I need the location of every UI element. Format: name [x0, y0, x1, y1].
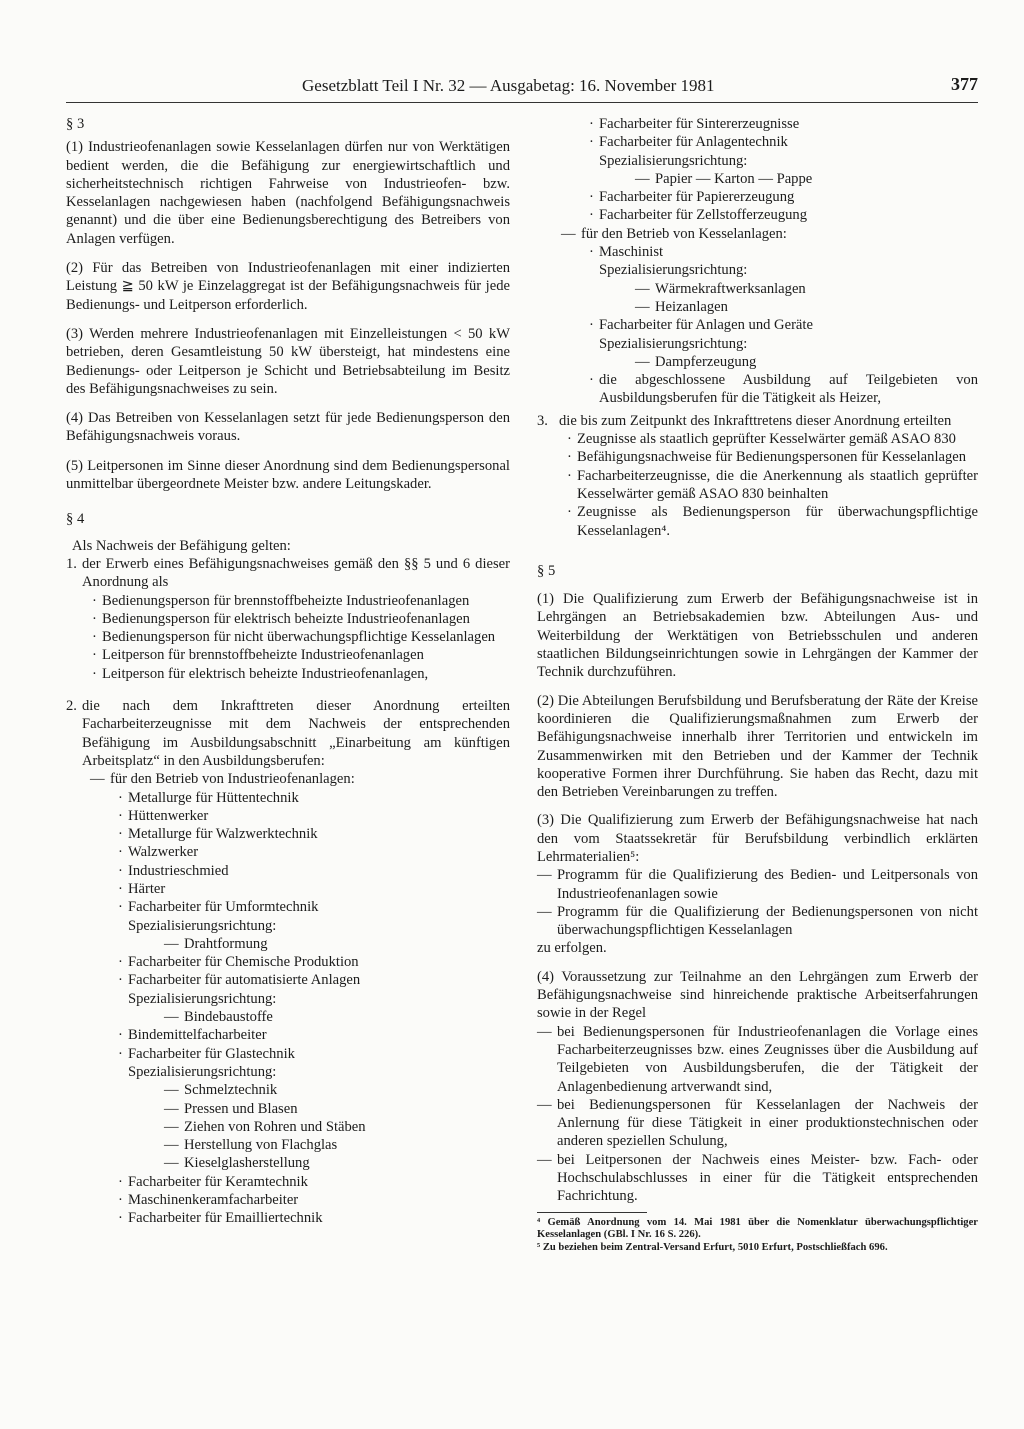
list-item: · Härter	[118, 880, 510, 898]
list-item-3-text: die bis zum Zeitpunkt des Inkrafttretens dieser Anordnung erteilten	[559, 412, 952, 429]
list-item-2	[66, 697, 510, 770]
list-item: · Facharbeiter für Papiererzeugung	[589, 188, 978, 206]
list-item-1	[66, 555, 510, 683]
spec-item: — Ziehen von Rohren und Stäben	[164, 1118, 510, 1136]
dash-item: — Programm für die Qualifizierung des Bedien- und Leitpersonals von Industrieofenanlagen sowie	[537, 866, 978, 903]
paragraph-3-5: (5) Leitpersonen im Sinne dieser Anordnung sind dem Bedienungspersonal unmittelbar übergeordnete Meister bzw. andere Leitungskader.	[66, 457, 510, 493]
spec-label: Spezialisierungsrichtung:	[599, 152, 748, 169]
list-item: · Zeugnisse als Bedienungsperson für überwachungspflichtige Kesselanlagen⁴.	[567, 503, 978, 540]
list-item: · Leitperson für brennstoffbeheizte Industrieofenanlagen	[92, 646, 510, 664]
list-item: · Leitperson für elektrisch beheizte Industrieofenanlagen,	[92, 665, 510, 683]
list-item: · die abgeschlossene Ausbildung auf Teilgebieten von Ausbildungsberufen für die Tätigkeit als Heizer,	[589, 371, 978, 408]
spec-item: — Heizanlagen	[635, 298, 978, 316]
list-item: · Hüttenwerker	[118, 807, 510, 825]
list-item: · Maschinenkeramfacharbeiter	[118, 1191, 510, 1209]
spec-item: — Dampferzeugung	[635, 353, 978, 371]
list-item: · Zeugnisse als staatlich geprüfter Kesselwärter gemäß ASAO 830	[567, 430, 978, 448]
paragraph-5-4: (4) Voraussetzung zur Teilnahme an den Lehrgängen zum Erwerb der Befähigungsnachweise sind hinreichende praktische Arbeitserfahrungen sowie in der Regel	[537, 968, 978, 1022]
spec-item: — Kieselglasherstellung	[164, 1154, 510, 1172]
dash-item: — bei Leitpersonen der Nachweis eines Meister- bzw. Fach- oder Hochschulabschlusses in einer für die Tätigkeit entsprechenden Fachrichtung.	[537, 1151, 978, 1206]
dash-item: — bei Bedienungspersonen für Industrieofenanlagen die Vorlage eines Facharbeiterzeugnisses bzw. eines Zeugnisses über die Ausbildung auf Teilgebieten von Ausbildungsberufen, die der Tätigkeit der Anlagenbedienung artverwandt sind,	[537, 1023, 978, 1096]
list-item: · Bindemittelfacharbeiter	[118, 1026, 510, 1044]
paragraph-5-3: (3) Die Qualifizierung zum Erwerb der Befähigungsnachweise hat nach den vom Staatssekretär für Berufsbildung verbindlich erklärten Lehrmaterialien⁵:	[537, 812, 978, 865]
spec-item: — Wärmekraftwerksanlagen	[635, 280, 978, 298]
left-column	[66, 115, 510, 1228]
dash-item-industrieofen: — für den Betrieb von Industrieofenanlagen:	[90, 770, 510, 788]
list-item: · Walzwerker	[118, 843, 510, 861]
page-number: 377	[951, 74, 978, 94]
header-title: Gesetzblatt Teil I Nr. 32 — Ausgabetag: 16. November 1981	[302, 76, 715, 95]
list-item: · Facharbeiter für Glastechnik	[118, 1045, 510, 1063]
dash-item-kessel: — für den Betrieb von Kesselanlagen:	[561, 225, 978, 243]
list-item: · Befähigungsnachweise für Bedienungspersonen für Kesselanlagen	[567, 448, 978, 466]
spec-label: Spezialisierungsrichtung:	[599, 335, 748, 352]
list-item: · Facharbeiter für Zellstofferzeugung	[589, 206, 978, 224]
spec-item: — Drahtformung	[164, 935, 510, 953]
list-item: · Industrieschmied	[118, 862, 510, 880]
section-heading-5: § 5	[537, 562, 556, 579]
list-number: 2.	[66, 698, 77, 715]
paragraph-3-2: (2) Für das Betreiben von Industrieofenanlagen mit einer indizierten Leistung ≧ 50 kW je Einzelaggregat ist der Befähigungsnachweis für jede Bedienungs- und Leitperson erforderlich.	[66, 260, 510, 313]
list-item-2-text: die nach dem Inkrafttreten dieser Anordnung erteilten Facharbeiterzeugnisse mit dem Nachweis der entsprechenden Befähigung im Ausbildungsabschnitt „Einarbeitung am künftigen Arbeitsplatz“ in den Ausbildungsberufen:	[82, 698, 510, 769]
list-number: 1.	[66, 555, 77, 572]
section-heading-4: § 4	[66, 511, 85, 528]
spec-item: — Papier — Karton — Pappe	[635, 170, 978, 188]
list-item-1-text: der Erwerb eines Befähigungsnachweises gemäß den §§ 5 und 6 dieser Anordnung als	[82, 555, 510, 591]
footnote-divider	[537, 1212, 647, 1213]
list-item: · Facharbeiter für Umformtechnik	[118, 898, 510, 916]
spec-label: Spezialisierungsrichtung:	[599, 262, 748, 279]
dash-item: — bei Bedienungspersonen für Kesselanlagen der Nachweis der Anlernung für diese Tätigkeit in einer produktionstechnischen oder anderen speziellen Schulung,	[537, 1096, 978, 1151]
spec-label: Spezialisierungsrichtung:	[128, 990, 277, 1007]
spec-item: — Herstellung von Flachglas	[164, 1136, 510, 1154]
list-item: · Facharbeiter für Sintererzeugnisse	[589, 115, 978, 133]
list-item: · Maschinist	[589, 243, 978, 261]
list-item: · Facharbeiterzeugnisse, die die Anerkennung als staatlich geprüfter Kesselwärter gemäß ASAO 830 beinhalten	[567, 467, 978, 504]
list-item: · Metallurge für Walzwerktechnik	[118, 825, 510, 843]
list-item: · Metallurge für Hüttentechnik	[118, 789, 510, 807]
section-4-intro: Als Nachweis der Befähigung gelten:	[72, 537, 291, 554]
spec-item: — Pressen und Blasen	[164, 1100, 510, 1118]
page-header	[66, 72, 978, 103]
list-item: · Facharbeiter für Anlagentechnik	[589, 133, 978, 151]
section-heading-3: § 3	[66, 116, 85, 132]
spec-label: Spezialisierungsrichtung:	[128, 917, 277, 934]
list-item-3	[537, 412, 978, 540]
list-item: · Facharbeiter für Emailliertechnik	[118, 1209, 510, 1227]
list-item: · Facharbeiter für Anlagen und Geräte	[589, 316, 978, 334]
right-column	[537, 115, 978, 1255]
paragraph-3-4: (4) Das Betreiben von Kesselanlagen setzt für jede Bedienungsperson den Befähigungsnachweis voraus.	[66, 410, 510, 445]
spec-item: — Bindebaustoffe	[164, 1008, 510, 1026]
list-item: · Facharbeiter für Keramtechnik	[118, 1173, 510, 1191]
list-number: 3.	[537, 412, 548, 429]
list-item: · Bedienungsperson für elektrisch beheizte Industrieofenanlagen	[92, 610, 510, 628]
list-item: · Bedienungsperson für nicht überwachungspflichtige Kesselanlagen	[92, 628, 510, 646]
spec-label: Spezialisierungsrichtung:	[128, 1063, 277, 1080]
list-item: · Facharbeiter für Chemische Produktion	[118, 953, 510, 971]
footnote-5: ⁵ Zu beziehen beim Zentral-Versand Erfurt, 5010 Erfurt, Postschließfach 696.	[537, 1242, 888, 1254]
paragraph-5-3-end: zu erfolgen.	[537, 940, 607, 957]
list-item: · Facharbeiter für automatisierte Anlagen	[118, 971, 510, 989]
dash-item: — Programm für die Qualifizierung der Bedienungspersonen von nicht überwachungspflichtigen Kesselanlagen	[537, 903, 978, 940]
paragraph-3-3: (3) Werden mehrere Industrieofenanlagen mit Einzelleistungen < 50 kW betrieben, deren Gesamtleistung 50 kW übersteigt, hat mindestens eine Bedienungs- oder Leitperson je Schicht und Betriebsabteilung im Besitz des Befähigungsnachweises zu sein.	[66, 325, 510, 397]
spec-item: — Schmelztechnik	[164, 1081, 510, 1099]
paragraph-3-1: (1) Industrieofenanlagen sowie Kesselanlagen dürfen nur von Werktätigen bedient werden, die die Befähigung zur energiewirtschaftlich und sicherheitstechnisch richtigen Fahrweise von Industrieofen- bzw. Kesselanlagen nachgewiesen haben (nachfolgend Befähigungsnachweis genannt) und die über eine Bedienungsberechtigung des Betreibers von Anlagen verfügen.	[66, 139, 510, 247]
paragraph-5-2: (2) Die Abteilungen Berufsbildung und Berufsberatung der Räte der Kreise koordinieren die Qualifizierungsmaßnahmen zum Erwerb der Befähigungsnachweise innerhalb ihrer Territorien und entwickeln im Zusammenwirken mit den Betrieben und der Kammer der Technik kooperative Formen ihrer Durchführung. Sie haben das Recht, dazu mit den Betrieben Vereinbarungen zu treffen.	[537, 692, 978, 801]
footnote-4: ⁴ Gemäß Anordnung vom 14. Mai 1981 über die Nomenklatur überwachungspflichtiger Kesselanlagen (GBl. I Nr. 16 S. 226).	[537, 1216, 978, 1241]
paragraph-5-1: (1) Die Qualifizierung zum Erwerb der Befähigungsnachweise ist in Lehrgängen an Betriebsakademien bzw. Abteilungen Aus- und Weiterbildung der Werktätigen von Betriebsschulen und anderen staatlichen Bildungseinrichtungen sowie in Lehrgängen der Kammer der Technik durchzuführen.	[537, 591, 978, 681]
list-item: · Bedienungsperson für brennstoffbeheizte Industrieofenanlagen	[92, 592, 510, 610]
